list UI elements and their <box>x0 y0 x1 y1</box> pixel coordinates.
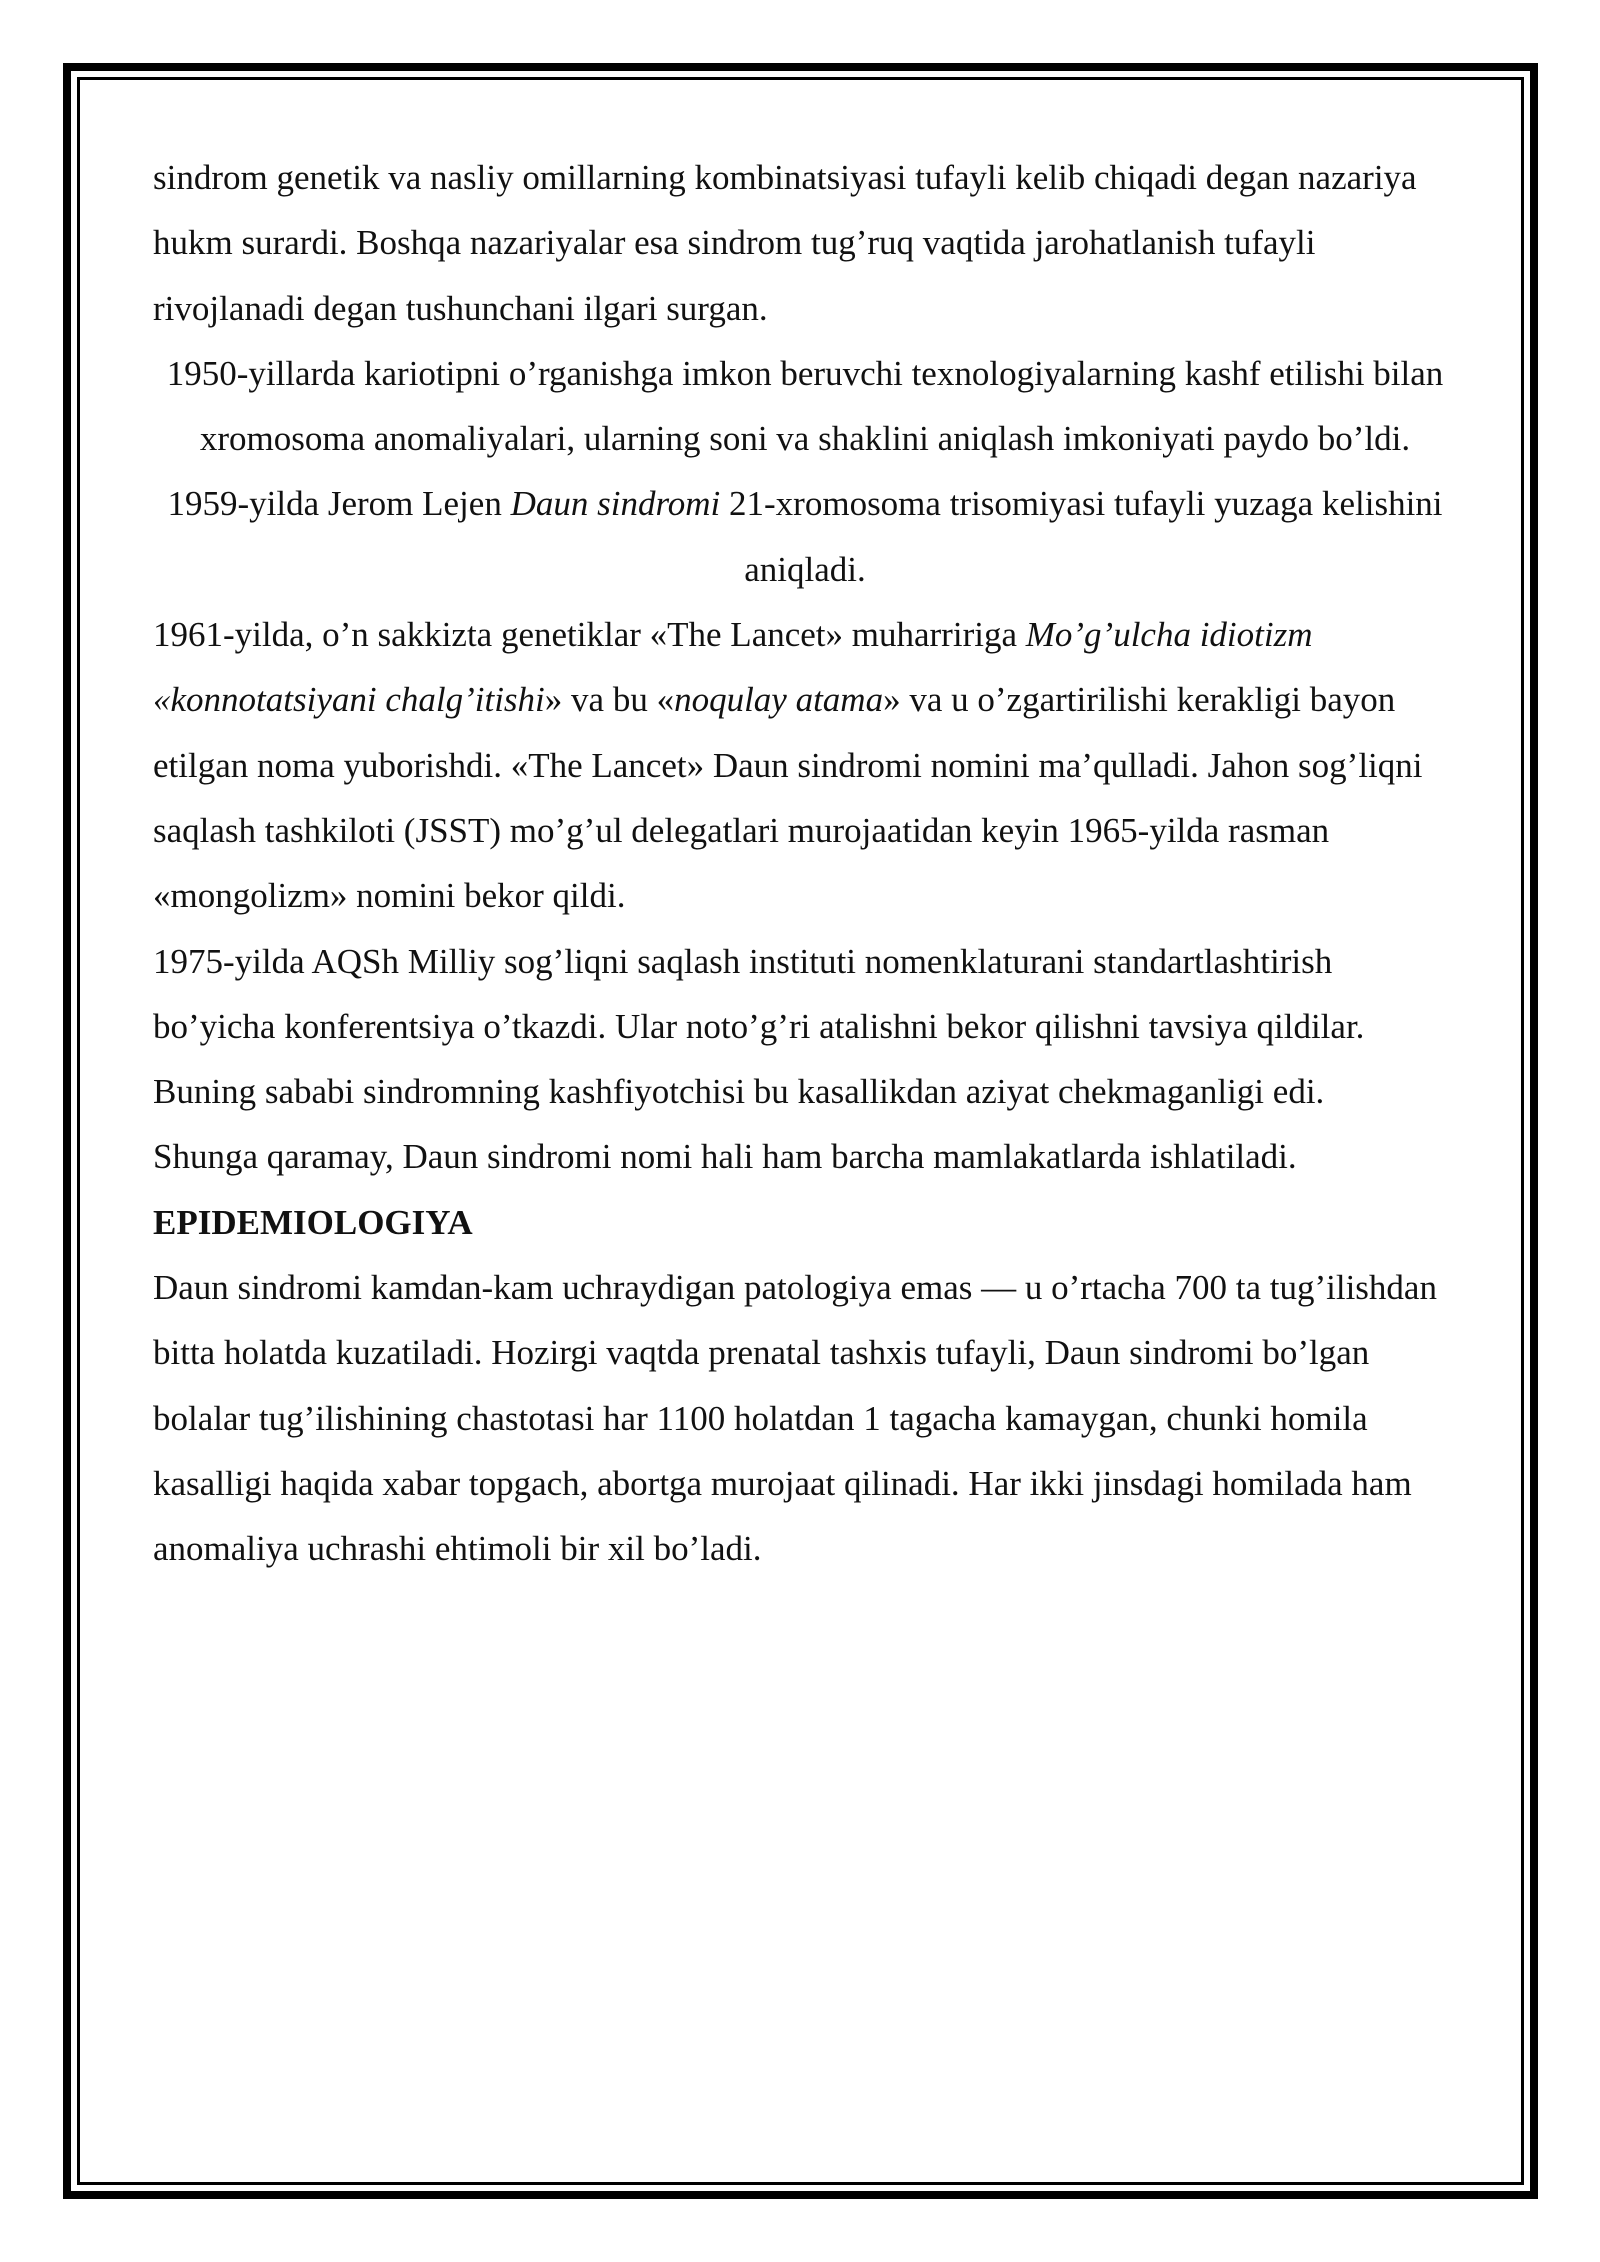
paragraph-karyotype-text-c: 21-xromosoma trisomiyasi tufayli yuzaga kelishini aniqladi. <box>720 484 1443 589</box>
paragraph-lancet-term-1: Mo’g’ulcha idiotizm «konnotatsiyani chalg’itishi <box>153 615 1313 720</box>
paragraph-lancet-text-a: 1961-yilda, o’n sakkizta genetiklar «The Lancet» muharririga <box>153 615 1026 655</box>
paragraph-name-usage: Shunga qaramay, Daun sindromi nomi hali ham barcha mamlakatlarda ishlatiladi. <box>153 1137 1297 1177</box>
section-heading-epidemiology: EPIDEMIOLOGIYA <box>153 1202 473 1242</box>
paragraph-karyotype-term: Daun sindromi <box>510 484 721 524</box>
paragraph-lancet-term-2: noqulay atama <box>674 680 884 720</box>
paragraph-origin-theories: sindrom genetik va nasliy omillarning kombinatsiyasi tufayli kelib chiqadi degan nazariya hukm surardi. Boshqa nazariyalar esa sindrom tug’ruq vaqtida jarohatlanish tufayli rivojlanadi degan tushunchani ilgari surgan. <box>153 158 1417 328</box>
paragraph-nih-conference: 1975-yilda AQSh Milliy sog’liqni saqlash instituti nomenklaturani standartlashtirish bo’yicha konferentsiya o’tkazdi. Ular noto’g’ri atalishni bekor qilishni tavsiya qildilar. Buning sababi sindromning kashfiyotchisi bu kasallikdan aziyat chekmaganligi edi. <box>153 941 1365 1112</box>
document-body <box>153 145 1453 1582</box>
paragraph-lancet-letter <box>153 602 1423 928</box>
paragraph-epidemiology: Daun sindromi kamdan-kam uchraydigan patologiya emas — u o’rtacha 700 ta tug’ilishdan bitta holatda kuzatiladi. Hozirgi vaqtda prenatal tashxis tufayli, Daun sindromi bo’lgan bolalar tug’ilishining chastotasi har 1100 holatdan 1 tagacha kamaygan, chunki homila kasalligi haqida xabar topgach, abortga murojaat qilinadi. Har ikki jinsdagi homilada ham anomaliya uchrashi ehtimoli bir xil bo’ladi. <box>153 1268 1437 1569</box>
paragraph-lancet-text-e: » va u o’zgartirilishi kerakligi bayon etilgan noma yuborishdi. «The Lancet» Daun sindromi nomini ma’qulladi. Jahon sog’liqni saqlash tashkiloti (JSST) mo’g’ul delegatlari murojaatidan keyin 1965-yilda rasman «mongolizm» nomini bekor qildi. <box>153 680 1423 916</box>
paragraph-karyotype-discovery <box>153 341 1457 602</box>
paragraph-lancet-text-c: » va bu « <box>544 680 675 720</box>
paragraph-karyotype-text-a: 1950-yillarda kariotipni o’rganishga imkon beruvchi texnologiyalarning kashf etilishi bilan xromosoma anomaliyalari, ularning soni va shaklini aniqlash imkoniyati paydo bo’ldi. 1959-yilda Jerom Lejen <box>166 353 1444 524</box>
